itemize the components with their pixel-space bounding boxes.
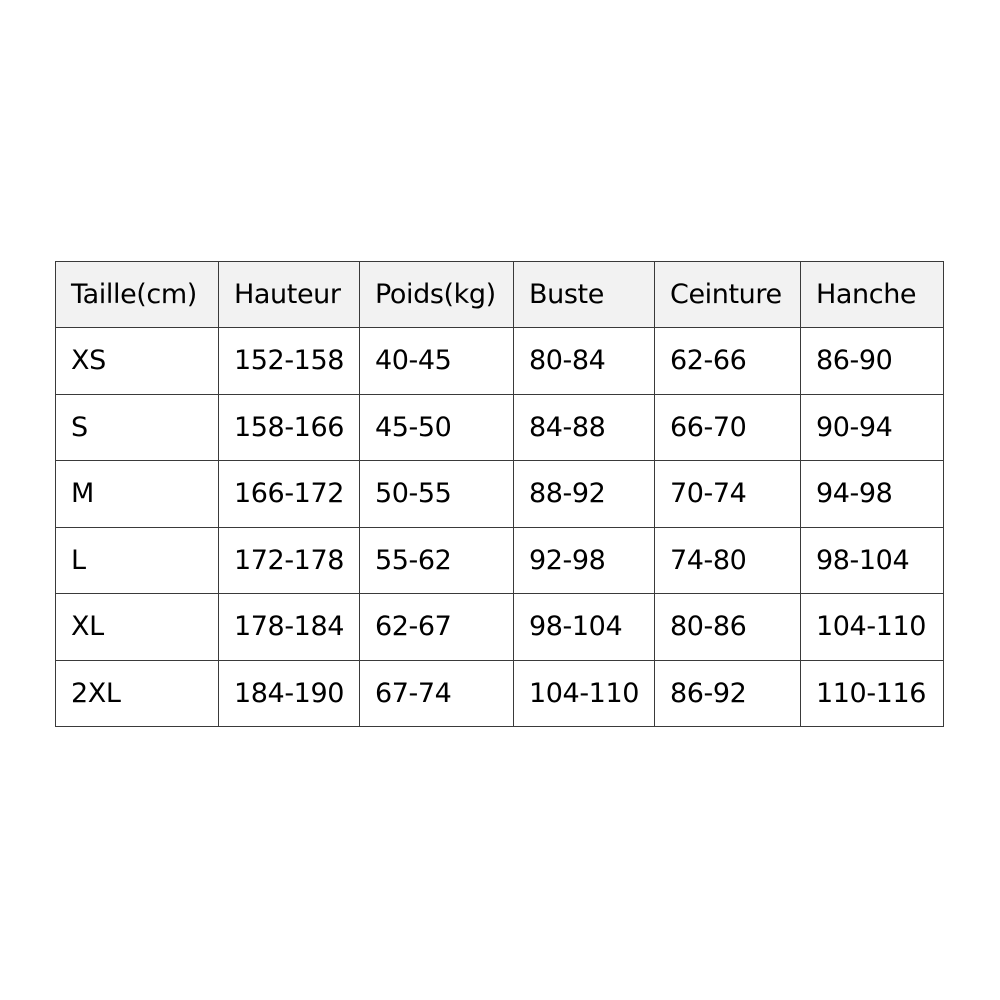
table-row: [56, 527, 944, 594]
cell-waist: 62-66: [655, 328, 801, 395]
cell-bust: 98-104: [514, 594, 655, 661]
cell-weight: 50-55: [360, 461, 514, 528]
table-header: [56, 262, 944, 328]
table-row: [56, 594, 944, 661]
cell-weight: 62-67: [360, 594, 514, 661]
cell-waist: 70-74: [655, 461, 801, 528]
cell-size: S: [56, 394, 219, 461]
header-weight: Poids(kg): [360, 262, 514, 328]
cell-size: M: [56, 461, 219, 528]
size-chart-table: [55, 261, 944, 727]
cell-hip: 104-110: [801, 594, 944, 661]
header-size: Taille(cm): [56, 262, 219, 328]
cell-size: XL: [56, 594, 219, 661]
header-bust: Buste: [514, 262, 655, 328]
table-row: [56, 461, 944, 528]
cell-height: 178-184: [219, 594, 360, 661]
cell-hip: 110-116: [801, 660, 944, 727]
cell-bust: 80-84: [514, 328, 655, 395]
cell-height: 184-190: [219, 660, 360, 727]
cell-size: 2XL: [56, 660, 219, 727]
cell-weight: 67-74: [360, 660, 514, 727]
cell-size: L: [56, 527, 219, 594]
cell-height: 166-172: [219, 461, 360, 528]
table-row: [56, 660, 944, 727]
cell-weight: 55-62: [360, 527, 514, 594]
table-row: [56, 328, 944, 395]
table-body: [56, 328, 944, 727]
header-height: Hauteur: [219, 262, 360, 328]
cell-height: 172-178: [219, 527, 360, 594]
cell-hip: 86-90: [801, 328, 944, 395]
cell-bust: 104-110: [514, 660, 655, 727]
cell-size: XS: [56, 328, 219, 395]
cell-bust: 92-98: [514, 527, 655, 594]
header-hip: Hanche: [801, 262, 944, 328]
cell-waist: 66-70: [655, 394, 801, 461]
cell-weight: 45-50: [360, 394, 514, 461]
cell-hip: 98-104: [801, 527, 944, 594]
cell-weight: 40-45: [360, 328, 514, 395]
cell-waist: 86-92: [655, 660, 801, 727]
table-row: [56, 394, 944, 461]
cell-height: 158-166: [219, 394, 360, 461]
cell-hip: 94-98: [801, 461, 944, 528]
cell-hip: 90-94: [801, 394, 944, 461]
header-row: [56, 262, 944, 328]
header-waist: Ceinture: [655, 262, 801, 328]
cell-bust: 88-92: [514, 461, 655, 528]
cell-bust: 84-88: [514, 394, 655, 461]
cell-waist: 80-86: [655, 594, 801, 661]
cell-height: 152-158: [219, 328, 360, 395]
cell-waist: 74-80: [655, 527, 801, 594]
